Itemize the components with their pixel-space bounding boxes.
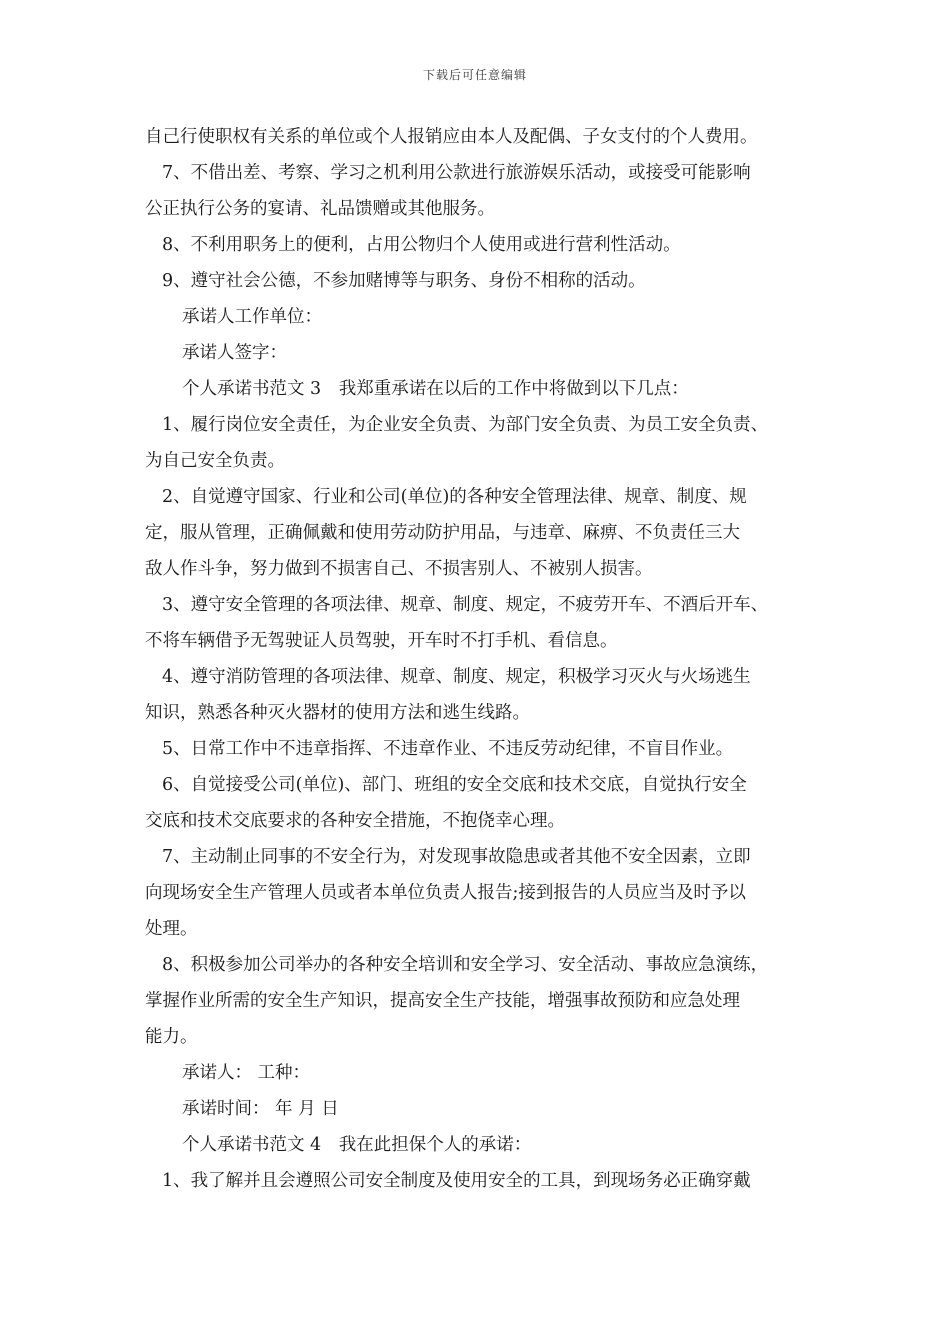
paragraph-line: 7、主动制止同事的不安全行为，对发现事故隐患或者其他不安全因素，立即 — [162, 847, 751, 867]
paragraph-line: 个人承诺书范文 3 我郑重承诺在以后的工作中将做到以下几点： — [182, 379, 689, 399]
paragraph-line: 承诺人工作单位： — [182, 307, 322, 327]
paragraph-line: 为自己安全负责。 — [145, 451, 285, 471]
paragraph-line: 向现场安全生产管理人员或者本单位负责人报告;接到报告的人员应当及时予以 — [145, 883, 746, 903]
paragraph-line: 1、我了解并且会遵照公司安全制度及使用安全的工具，到现场务必正确穿戴 — [162, 1171, 751, 1191]
paragraph-line: 知识，熟悉各种灭火器材的使用方法和逃生线路。 — [145, 703, 530, 723]
paragraph-line: 8、不利用职务上的便利，占用公物归个人使用或进行营利性活动。 — [162, 235, 681, 255]
paragraph-line: 不将车辆借予无驾驶证人员驾驶，开车时不打手机、看信息。 — [145, 631, 618, 651]
document-body — [145, 119, 825, 1199]
paragraph-line: 个人承诺书范文 4 我在此担保个人的承诺： — [182, 1135, 532, 1155]
paragraph-line: 处理。 — [145, 919, 198, 939]
paragraph-line: 2、自觉遵守国家、行业和公司(单位)的各种安全管理法律、规章、制度、规 — [162, 487, 747, 507]
paragraph-line: 7、不借出差、考察、学习之机利用公款进行旅游娱乐活动，或接受可能影响 — [162, 163, 751, 183]
paragraph-line: 承诺人签字： — [182, 343, 287, 363]
paragraph-line: 1、履行岗位安全责任，为企业安全负责、为部门安全负责、为员工安全负责、 — [162, 415, 769, 435]
paragraph-line: 能力。 — [145, 1027, 198, 1047]
paragraph-line: 承诺人： 工种： — [182, 1063, 311, 1083]
paragraph-line: 5、日常工作中不违章指挥、不违章作业、不违反劳动纪律，不盲目作业。 — [162, 739, 734, 759]
paragraph-line: 掌握作业所需的安全生产知识，提高安全生产技能，增强事故预防和应急处理 — [145, 991, 740, 1011]
paragraph-line: 4、遵守消防管理的各项法律、规章、制度、规定，积极学习灭火与火场逃生 — [162, 667, 751, 687]
paragraph-line: 6、自觉接受公司(单位)、部门、班组的安全交底和技术交底，自觉执行安全 — [162, 775, 747, 795]
paragraph-line: 公正执行公务的宴请、礼品馈赠或其他服务。 — [145, 199, 495, 219]
paragraph-line: 自己行使职权有关系的单位或个人报销应由本人及配偶、子女支付的个人费用。 — [145, 127, 758, 147]
paragraph-line: 承诺时间： 年 月 日 — [182, 1099, 339, 1119]
paragraph-line: 敌人作斗争，努力做到不损害自己、不损害别人、不被别人损害。 — [145, 559, 653, 579]
page-header: 下载后可任意编辑 — [422, 68, 527, 82]
paragraph-line: 定，服从管理，正确佩戴和使用劳动防护用品，与违章、麻痹、不负责任三大 — [145, 523, 740, 543]
paragraph-line: 交底和技术交底要求的各种安全措施，不抱侥幸心理。 — [145, 811, 565, 831]
paragraph-line: 8、积极参加公司举办的各种安全培训和安全学习、安全活动、事故应急演练， — [162, 955, 769, 975]
paragraph-line: 9、遵守社会公德，不参加赌博等与职务、身份不相称的活动。 — [162, 271, 646, 291]
paragraph-line: 3、遵守安全管理的各项法律、规章、制度、规定，不疲劳开车、不酒后开车、 — [162, 595, 769, 615]
